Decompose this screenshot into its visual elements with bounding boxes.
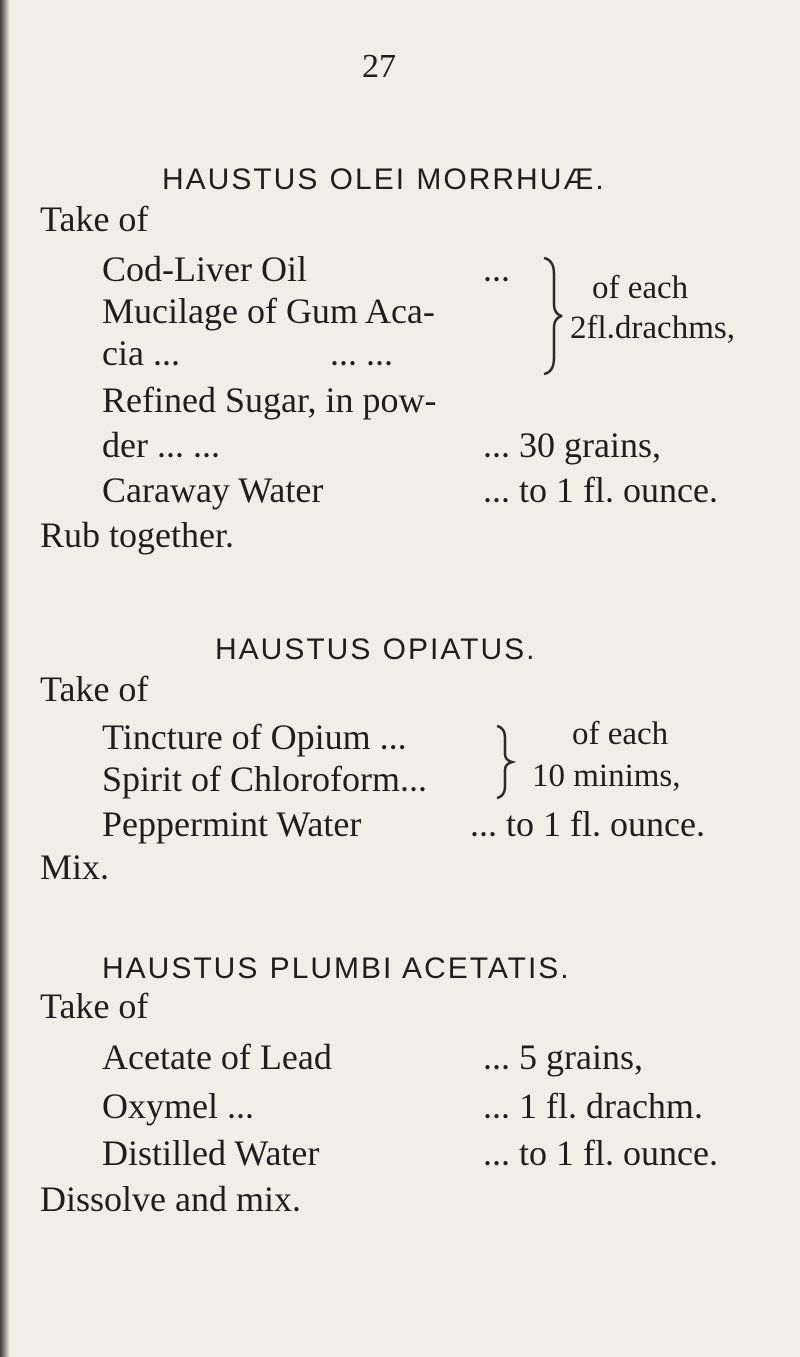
take-of-label: Take of	[40, 669, 149, 709]
quantity-label: 10 minims,	[532, 758, 681, 794]
recipe-title: HAUSTUS OPIATUS.	[215, 633, 537, 666]
ingredient-quantity: ... to 1 fl. ounce.	[483, 470, 718, 510]
recipe-title: HAUSTUS OLEI MORRHUÆ.	[162, 163, 606, 196]
ingredient-name: Tincture of Opium ...	[102, 717, 407, 757]
ingredient-name: Caraway Water	[102, 470, 324, 510]
ingredient-dots: ... ...	[330, 333, 393, 373]
take-of-label: Take of	[40, 199, 149, 239]
recipe-title: HAUSTUS PLUMBI ACETATIS.	[102, 952, 571, 985]
page-number: 27	[362, 48, 396, 85]
ingredient-name: Spirit of Chloroform...	[102, 759, 427, 799]
ingredient-name-continued: der ... ...	[102, 425, 220, 465]
ingredient-name: Peppermint Water	[102, 804, 362, 844]
right-brace-icon	[540, 256, 566, 376]
quantity-label: of each	[592, 270, 689, 306]
ingredient-name: Oxymel ...	[102, 1086, 254, 1126]
recipe-instruction: Mix.	[40, 847, 110, 887]
ingredient-name: Cod-Liver Oil	[102, 249, 307, 289]
ingredient-quantity: ... 1 fl. drachm.	[483, 1086, 703, 1126]
ingredient-name: Acetate of Lead	[102, 1037, 332, 1077]
ingredient-quantity: ... to 1 fl. ounce.	[470, 804, 705, 844]
ingredient-quantity: ... 30 grains,	[483, 425, 661, 465]
ingredient-name: Mucilage of Gum Aca-	[102, 291, 435, 331]
ingredient-name: Distilled Water	[102, 1133, 320, 1173]
quantity-label: of each	[572, 716, 669, 752]
quantity-label: 2fl.drachms,	[570, 310, 735, 346]
recipe-instruction: Rub together.	[40, 515, 234, 555]
ingredient-dots: ...	[483, 249, 510, 289]
ingredient-name: Refined Sugar, in pow-	[102, 380, 437, 420]
right-brace-icon	[494, 724, 516, 800]
recipe-instruction: Dissolve and mix.	[40, 1179, 301, 1219]
ingredient-name-continued: cia ...	[102, 333, 180, 373]
ingredient-quantity: ... to 1 fl. ounce.	[483, 1133, 718, 1173]
page-binding-edge	[0, 0, 10, 1357]
take-of-label: Take of	[40, 986, 149, 1026]
ingredient-quantity: ... 5 grains,	[483, 1037, 643, 1077]
